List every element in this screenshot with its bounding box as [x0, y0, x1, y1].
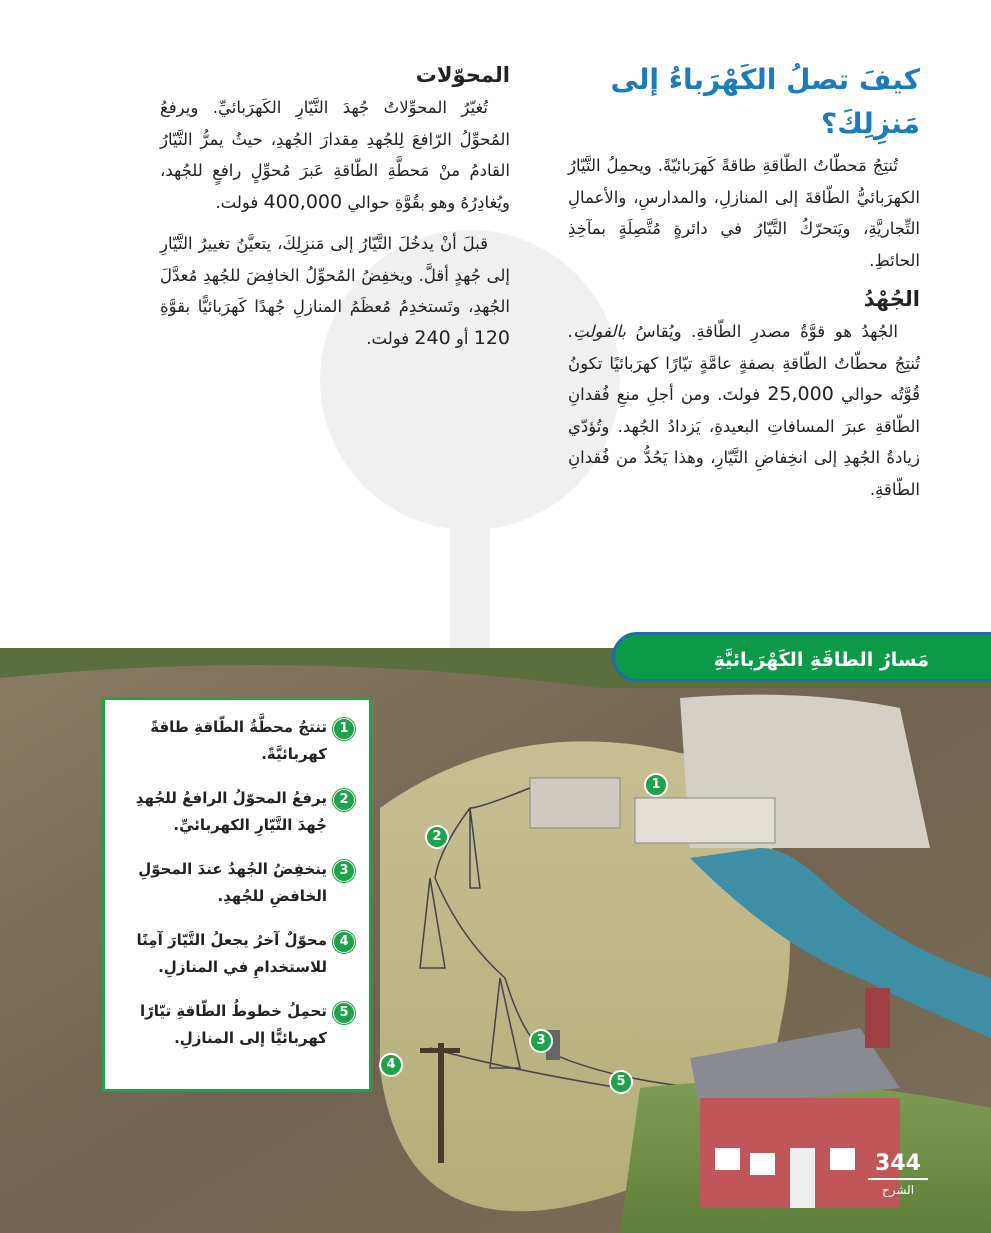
- transformers-section: [160, 58, 510, 354]
- legend-step-1: [115, 714, 355, 768]
- marker-2: 2: [425, 825, 449, 849]
- transformers-text-1: تُغيّرُ المحوِّلاتُ جُهدَ التَّيّارِ الكَهرَبائيِّ. ويرفعُ المُحوِّلُ الرّافعَ لِلجُهدِ مِقدارَ الجُهدِ، حيثُ يمرُّ التَّيّارُ القادمُ منْ مَحطَّةِ الطّاقةِ عَبرَ مُحوِّلٍ رافعٍ للجُهد، ويُغادِرُهُ وهو بقُوَّةِ حوالي: [160, 98, 510, 212]
- intro-paragraph: تُنتِجُ مَحطّاتُ الطّاقةِ طاقةً كَهرَبائيّةً. ويحمِلُ التَّيّارُ الكهرَبائيُّ الطّاقةَ إلى المنازلِ، والمدارسِ، والأعمالِ التِّجاريَّةِ، ويَتحرّكُ التَّيّارُ في دائرةٍ مُتَّصِلَةٍ بمآخِذِ الحائطِ.: [568, 156, 920, 270]
- step-text: تحمِلُ خطوطُ الطّاقةِ تيّارًا كهربائيًّا إلى المنازلِ.: [139, 1002, 327, 1047]
- marker-3: 3: [529, 1029, 553, 1053]
- or-word: أو: [455, 328, 469, 348]
- voltage-text-3: فولتَ. ومن أجلِ منعِ فُقدانِ الطّاقةِ عبرَ المسافاتِ البعيدةِ، يَزدادُ الجُهد. وتُؤدّي زيادةُ الجُهدِ إلى انخِفاضِ التَّيّارِ، وهذا يَحُدُّ من فُقدانِ الطّاقةِ.: [568, 385, 920, 499]
- voltage-number: 25,000: [767, 383, 834, 405]
- steps-legend: [102, 697, 372, 1092]
- page-number: 344: [868, 1150, 928, 1180]
- page-title: كيفَ تصلُ الكَهْرَباءُ إلى مَنزِلِكَ؟: [610, 63, 920, 140]
- transformers-text-2: قبلَ أنْ يدخُلَ التَّيّارُ إلى مَنزِلِكَ، يتعيَّنُ تغييرُ التَّيّارِ إلى جُهدٍ أقلَّ. ويخفِضُ المُحوِّلُ الخافِضَ للجُهدِ مُعدَّلَ الجُهدِ، وتَستخدِمُ مُعظَمُ المنازلِ جُهدًا كَهرَبائيًّا بقوَّةِ: [160, 234, 510, 316]
- marker-1: 1: [644, 773, 668, 797]
- step-text: ينخفِضُ الجُهدُ عندَ المحوّلِ الخافضِ للجُهدِ.: [138, 860, 327, 905]
- voltage-400000: 400,000: [263, 190, 343, 213]
- legend-step-5: [115, 998, 355, 1052]
- step-text: يرفعُ المحوّلُ الرافعُ للجُهدِ جُهدَ التَّيّارِ الكهربائيِّ.: [135, 789, 327, 834]
- step-badge: 1: [333, 718, 355, 740]
- voltage-120: 120: [473, 326, 510, 349]
- voltage-heading: الجُهْدُ: [863, 287, 920, 311]
- voltage-240: 240: [414, 326, 451, 349]
- utility-pole: [438, 1043, 444, 1163]
- step-badge: 5: [333, 1002, 355, 1024]
- step-text: تنتجُ محطَّةُ الطّاقةِ طاقةً كهربائيَّةً.: [150, 718, 327, 763]
- transformers-text-1-end: فولت.: [215, 192, 259, 212]
- step-badge: 4: [333, 931, 355, 953]
- step-badge: 3: [333, 860, 355, 882]
- dam-powerhouse: [635, 798, 775, 843]
- power-station: [530, 778, 620, 828]
- voltage-term: بالفولتِ.: [568, 322, 626, 341]
- legend-step-4: [115, 927, 355, 981]
- transformers-paragraph-1: [160, 92, 510, 218]
- marker-4: 4: [379, 1053, 403, 1077]
- pole-crossbar: [420, 1048, 460, 1053]
- figure-banner: مَسارُ الطاقَةِ الكَهْرَبائيَّةِ: [612, 632, 991, 682]
- legend-step-2: [115, 785, 355, 839]
- step-badge: 2: [333, 789, 355, 811]
- step-text: محوّلٌ آخرُ يجعلُ التَّيّارَ آمِنًا للاستخدامِ في المنازلِ.: [136, 931, 327, 976]
- main-section: [568, 58, 920, 505]
- voltage-text-2: تُنتِجُ محطّاتُ الطّاقةِ بصفةٍ عامَّةٍ تيّارًا كهرَبائيًا تكونُ قُوَّتُه حوالي: [568, 353, 920, 404]
- page-label: الشرح: [881, 1183, 915, 1197]
- transformers-text-2-end: فولت.: [366, 328, 410, 348]
- transformers-heading: المحوّلات: [415, 63, 510, 87]
- page-number-block: [868, 1150, 928, 1200]
- legend-step-3: [115, 856, 355, 910]
- transformers-paragraph-2: [160, 228, 510, 354]
- voltage-paragraph: [568, 316, 920, 505]
- marker-5: 5: [609, 1070, 633, 1094]
- voltage-text-1: الجُهدُ هو قوَّةُ مصدرِ الطّاقةِ. ويُقاسُ: [635, 322, 898, 341]
